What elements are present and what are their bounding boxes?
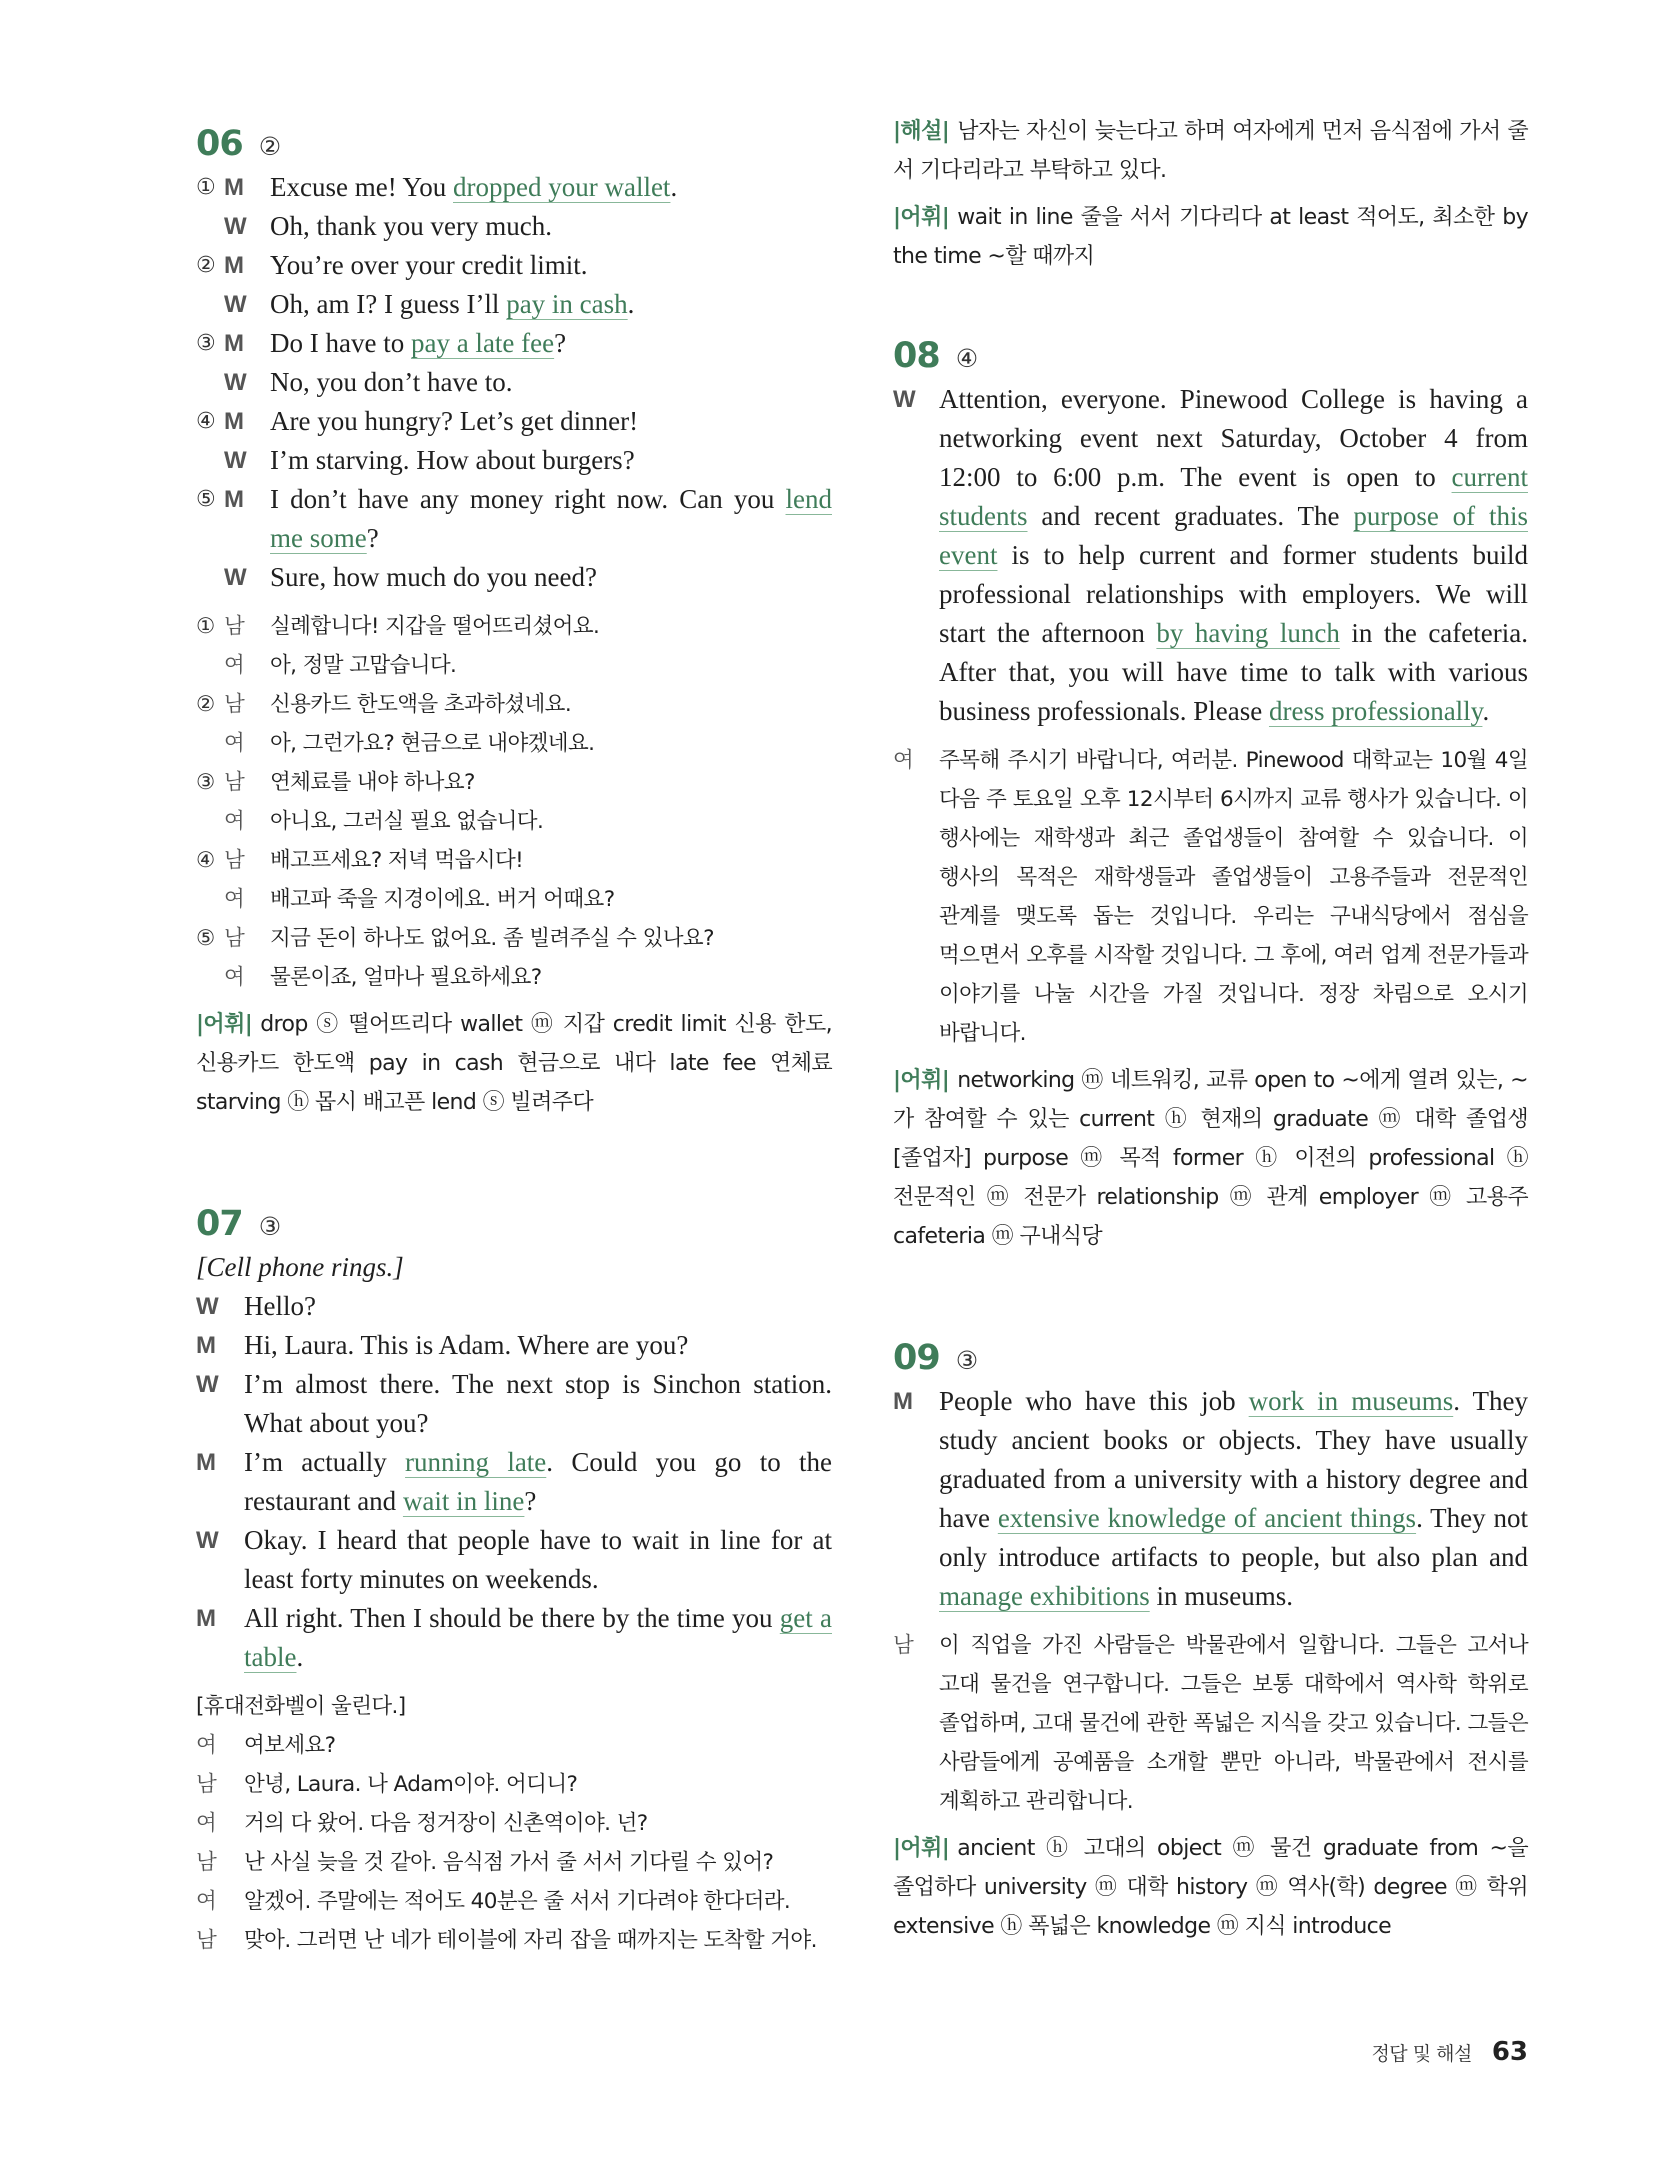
option-number bbox=[196, 880, 224, 919]
dialogue-line bbox=[196, 363, 832, 402]
monologue-korean bbox=[893, 741, 1528, 1053]
speaker: 여 bbox=[224, 653, 245, 678]
speaker: W bbox=[224, 213, 247, 240]
line-text: I don’t have any money right now. Can you bbox=[270, 484, 786, 514]
question-number: 09 bbox=[893, 1338, 940, 1378]
blank-answer: by having lunch bbox=[1156, 618, 1340, 648]
dialogue-line bbox=[196, 1287, 832, 1326]
line-text: 아, 정말 고맙습니다. bbox=[270, 653, 457, 678]
line-text-after: . Could you go to the restaurant and bbox=[244, 1447, 832, 1516]
monologue-english bbox=[893, 1382, 1528, 1616]
korean-line bbox=[196, 880, 832, 919]
line-text: 알겠어. 주말에는 적어도 40분은 줄 서서 기다려야 한다더라. bbox=[244, 1889, 791, 1914]
speaker: M bbox=[224, 174, 244, 201]
option-number: ⑤ bbox=[196, 926, 215, 951]
line-text: 지금 돈이 하나도 없어요. 좀 빌려주실 수 있나요? bbox=[270, 926, 714, 951]
monologue-korean bbox=[893, 1626, 1528, 1821]
monologue-text: 주목해 주시기 바랍니다, 여러분. Pinewood 대학교는 10월 4일 다음 주 토요일 오후 12시부터 6시까지 교류 행사가 있습니다. 이 행사에는 재학생과 최근 졸업생들이 참여할 수 있습니다. 이 행사의 목적은 재학생들과 졸업생들이 고용주들과 전문적인 관계를 맺도록 돕는 것입니다. 우리는 구내식당에서 점심을 먹으면서 오후를 시작할 것입니다. 그 후에, 여러 업계 전문가들과 이야기를 나눌 시간을 가질 것입니다. 정장 차림으로 오시기 바랍니다. bbox=[939, 748, 1528, 1046]
question-header-08 bbox=[893, 324, 1528, 374]
speaker: 남 bbox=[196, 1928, 217, 1953]
line-text: Do I have to bbox=[270, 328, 411, 358]
speaker: W bbox=[196, 1293, 219, 1320]
explanation-text: 남자는 자신이 늦는다고 하며 여자에게 먼저 음식점에 가서 줄 서 기다리라고 부탁하고 있다. bbox=[893, 119, 1528, 183]
option-number: ⑤ bbox=[196, 487, 216, 512]
segment-text: in the cafeteria. After that, you will have time to talk with various business professionals. Please bbox=[939, 618, 1528, 726]
vocab-text: wait in line 줄을 서서 기다리다 at least 적어도, 최소한 by the time ~할 때까지 bbox=[893, 205, 1528, 269]
option-number bbox=[196, 441, 224, 480]
vocab-block bbox=[196, 1005, 832, 1122]
korean-line bbox=[196, 919, 832, 958]
line-text: 연체료를 내야 하나요? bbox=[270, 770, 475, 795]
korean-line bbox=[196, 958, 832, 997]
speaker: M bbox=[224, 330, 244, 357]
left-column bbox=[196, 112, 832, 1960]
segment-text: is to help current and former students build professional relationships with employers. We will start the afternoon bbox=[939, 540, 1528, 648]
vocab-text: networking ⓜ 네트워킹, 교류 open to ~에게 열려 있는, ~가 참여할 수 있는 current ⓗ 현재의 graduate ⓜ 대학 졸업생[졸업자] purpose ⓜ 목적 former ⓗ 이전의 professional ⓗ 전문적인 ⓜ 전문가 relationship ⓜ 관계 employer ⓜ 고용주 cafeteria ⓜ 구내식당 bbox=[893, 1068, 1528, 1249]
speaker: 여 bbox=[224, 965, 245, 990]
blank-answer: pay in cash bbox=[506, 289, 628, 319]
speaker: M bbox=[196, 1449, 216, 1476]
line-text: 실례합니다! 지갑을 떨어뜨리셨어요. bbox=[270, 614, 600, 639]
speaker: 여 bbox=[196, 1889, 217, 1914]
option-number bbox=[196, 363, 224, 402]
dialogue-english bbox=[196, 168, 832, 597]
question-number: 06 bbox=[196, 124, 243, 164]
korean-line bbox=[196, 1765, 832, 1804]
speaker: W bbox=[224, 291, 247, 318]
stage-direction-korean: [휴대전화벨이 울린다.] bbox=[196, 1694, 406, 1719]
blank-answer: dropped your wallet bbox=[453, 172, 671, 202]
line-text: Sure, how much do you need? bbox=[270, 562, 597, 592]
korean-line bbox=[196, 1921, 832, 1960]
question-header-09 bbox=[893, 1326, 1528, 1376]
monologue-text bbox=[939, 380, 1528, 731]
line-text: 신용카드 한도액을 초과하셨네요. bbox=[270, 692, 572, 717]
line-text-after: ? bbox=[554, 328, 567, 358]
vocab-block bbox=[893, 1829, 1528, 1946]
answer-mark: ② bbox=[258, 132, 282, 161]
option-number bbox=[196, 207, 224, 246]
line-text: All right. Then I should be there by the time you bbox=[244, 1603, 780, 1633]
explanation-label: |해설| bbox=[893, 119, 950, 144]
blank-answer: wait in line bbox=[402, 1486, 525, 1516]
vocab-text: ancient ⓗ 고대의 object ⓜ 물건 graduate from ~을 졸업하다 university ⓜ 대학 history ⓜ 역사(학) degree ⓜ 학위 extensive ⓗ 폭넓은 knowledge ⓜ 지식 introduce bbox=[893, 1836, 1528, 1939]
right-column bbox=[893, 112, 1528, 1946]
speaker: M bbox=[196, 1605, 216, 1632]
line-text: 맞아. 그러면 난 네가 테이블에 자리 잡을 때까지는 도착할 거야. bbox=[244, 1928, 817, 1953]
segment-text: . They not only introduce artifacts to people, but also plan and bbox=[939, 1503, 1529, 1572]
dialogue-line bbox=[196, 246, 832, 285]
dialogue-english bbox=[196, 1287, 832, 1677]
dialogue-line bbox=[196, 324, 832, 363]
line-text: 아니요, 그러실 필요 없습니다. bbox=[270, 809, 544, 834]
line-text: 아, 그런가요? 현금으로 내야겠네요. bbox=[270, 731, 595, 756]
dialogue-line bbox=[196, 207, 832, 246]
speaker: 남 bbox=[224, 926, 245, 951]
blank-answer: running late bbox=[405, 1447, 547, 1477]
line-text-after: . bbox=[296, 1642, 304, 1672]
korean-line bbox=[196, 1882, 832, 1921]
option-number bbox=[196, 724, 224, 763]
question-number: 08 bbox=[893, 336, 940, 376]
dialogue-line bbox=[196, 480, 832, 558]
korean-line bbox=[196, 685, 832, 724]
blank-answer: current students bbox=[939, 462, 1528, 531]
korean-line bbox=[196, 607, 832, 646]
answer-mark: ③ bbox=[955, 1346, 979, 1375]
option-number: ③ bbox=[196, 331, 216, 356]
line-text: No, you don’t have to. bbox=[270, 367, 513, 397]
option-number bbox=[196, 558, 224, 597]
option-number: ④ bbox=[196, 409, 216, 434]
question-number: 07 bbox=[196, 1204, 243, 1244]
vocab-block bbox=[893, 1061, 1528, 1256]
dialogue-line bbox=[196, 1365, 832, 1443]
segment-text: . They study ancient books or objects. They have usually graduated from a university with a history degree and have bbox=[939, 1386, 1528, 1533]
blank-answer: manage exhibitions bbox=[939, 1581, 1150, 1611]
line-text: 여보세요? bbox=[244, 1733, 336, 1758]
korean-line bbox=[196, 1843, 832, 1882]
speaker: 남 bbox=[224, 692, 245, 717]
line-text: I’m actually bbox=[244, 1447, 406, 1477]
dialogue-line bbox=[196, 1521, 832, 1599]
blank-answer: work in museums bbox=[1248, 1386, 1454, 1416]
segment-text: in museums. bbox=[1149, 1581, 1293, 1611]
dialogue-line bbox=[196, 285, 832, 324]
korean-line bbox=[196, 802, 832, 841]
line-text: I’m starving. How about burgers? bbox=[270, 445, 635, 475]
blank-answer: pay a late fee bbox=[410, 328, 555, 358]
korean-line bbox=[196, 1726, 832, 1765]
line-text: 물론이죠, 얼마나 필요하세요? bbox=[270, 965, 542, 990]
line-text: 안녕, Laura. 나 Adam이야. 어디니? bbox=[244, 1772, 578, 1797]
dialogue-line bbox=[196, 402, 832, 441]
speaker: M bbox=[224, 486, 244, 513]
blank-answer: extensive knowledge of ancient things bbox=[997, 1503, 1417, 1533]
line-text: Hi, Laura. This is Adam. Where are you? bbox=[244, 1330, 689, 1360]
speaker: 남 bbox=[893, 1633, 914, 1658]
blank-answer: get a table bbox=[244, 1603, 832, 1672]
line-text: Hello? bbox=[244, 1291, 316, 1321]
stage-direction: [Cell phone rings.] bbox=[196, 1252, 404, 1282]
speaker: W bbox=[893, 386, 916, 413]
segment-text: and recent graduates. The bbox=[1027, 501, 1354, 531]
speaker: W bbox=[196, 1371, 219, 1398]
speaker: 남 bbox=[224, 614, 245, 639]
korean-line bbox=[196, 724, 832, 763]
speaker: 남 bbox=[224, 848, 245, 873]
page-footer bbox=[1371, 2037, 1528, 2067]
line-text-after: ? bbox=[524, 1486, 537, 1516]
speaker: M bbox=[196, 1332, 216, 1359]
speaker: 여 bbox=[224, 809, 245, 834]
option-number: ① bbox=[196, 175, 216, 200]
line-text: I’m almost there. The next stop is Sinchon station. What about you? bbox=[244, 1369, 832, 1438]
option-number bbox=[196, 958, 224, 997]
korean-line bbox=[196, 763, 832, 802]
speaker: W bbox=[224, 369, 247, 396]
dialogue-line bbox=[196, 1443, 832, 1521]
line-text: 배고프세요? 저녁 먹읍시다! bbox=[270, 848, 524, 873]
line-text: Okay. I heard that people have to wait in line for at least forty minutes on weekends. bbox=[244, 1525, 832, 1594]
dialogue-korean bbox=[196, 607, 832, 997]
speaker: W bbox=[196, 1527, 219, 1554]
dialogue-line bbox=[196, 441, 832, 480]
blank-answer: dress professionally bbox=[1268, 696, 1483, 726]
speaker: 여 bbox=[893, 748, 914, 773]
speaker: 여 bbox=[196, 1811, 217, 1836]
option-number: ② bbox=[196, 253, 216, 278]
monologue-text bbox=[939, 1382, 1528, 1616]
segment-text: People who have this job bbox=[939, 1386, 1249, 1416]
blank-answer: purpose of this event bbox=[939, 501, 1529, 570]
speaker: W bbox=[224, 447, 247, 474]
footer-label: 정답 및 해설 bbox=[1371, 2043, 1472, 2065]
korean-line bbox=[196, 1804, 832, 1843]
korean-line bbox=[196, 841, 832, 880]
line-text: Oh, am I? I guess I’ll bbox=[270, 289, 507, 319]
option-number bbox=[196, 802, 224, 841]
answer-mark: ④ bbox=[955, 344, 979, 373]
line-text-after: . bbox=[627, 289, 635, 319]
line-text: 난 사실 늦을 것 같아. 음식점 가서 줄 서서 기다릴 수 있어? bbox=[244, 1850, 774, 1875]
option-number: ① bbox=[196, 614, 215, 639]
line-text-after: ? bbox=[366, 523, 379, 553]
vocab-label: |어휘| bbox=[893, 1836, 950, 1861]
dialogue-line bbox=[196, 168, 832, 207]
dialogue-line bbox=[196, 558, 832, 597]
answer-mark: ③ bbox=[258, 1212, 282, 1241]
speaker: 남 bbox=[196, 1772, 217, 1797]
vocab-label: |어휘| bbox=[196, 1012, 253, 1037]
speaker: M bbox=[893, 1388, 913, 1415]
speaker: M bbox=[224, 408, 244, 435]
speaker: 남 bbox=[224, 770, 245, 795]
line-text: You’re over your credit limit. bbox=[270, 250, 588, 280]
segment-text: Attention, everyone. Pinewood College is having a networking event next Saturday, October 4 from 12:00 to 6:00 p.m. The event is open to bbox=[939, 384, 1528, 492]
line-text: 배고파 죽을 지경이에요. 버거 어때요? bbox=[270, 887, 615, 912]
speaker: 남 bbox=[196, 1850, 217, 1875]
line-text: Excuse me! You bbox=[270, 172, 453, 202]
page-number: 63 bbox=[1491, 2037, 1528, 2067]
segment-text: . bbox=[1482, 696, 1490, 726]
line-text: 거의 다 왔어. 다음 정거장이 신촌역이야. 넌? bbox=[244, 1811, 648, 1836]
vocab-label: |어휘| bbox=[893, 205, 950, 230]
option-number: ③ bbox=[196, 770, 215, 795]
line-text: Are you hungry? Let’s get dinner! bbox=[270, 406, 639, 436]
explanation-block bbox=[893, 112, 1528, 190]
dialogue-korean bbox=[196, 1726, 832, 1960]
line-text: Oh, thank you very much. bbox=[270, 211, 552, 241]
dialogue-line bbox=[196, 1326, 832, 1365]
speaker: 여 bbox=[224, 731, 245, 756]
speaker: M bbox=[224, 252, 244, 279]
korean-line bbox=[196, 646, 832, 685]
vocab-text: drop ⓢ 떨어뜨리다 wallet ⓜ 지갑 credit limit 신용 한도, 신용카드 한도액 pay in cash 현금으로 내다 late fee 연체료 starving ⓗ 몹시 배고픈 lend ⓢ 빌려주다 bbox=[196, 1012, 832, 1115]
line-text-after: . bbox=[670, 172, 678, 202]
blank-answer: lend me some bbox=[270, 484, 832, 553]
question-header-06 bbox=[196, 112, 832, 162]
option-number bbox=[196, 646, 224, 685]
monologue-text: 이 직업을 가진 사람들은 박물관에서 일합니다. 그들은 고서나 고대 물건을 연구합니다. 그들은 보통 대학에서 역사학 학위로 졸업하며, 고대 물건에 관한 폭넓은 지식을 갖고 있습니다. 그들은 사람들에게 공예품을 소개할 뿐만 아니라, 박물관에서 전시를 계획하고 관리합니다. bbox=[939, 1633, 1528, 1814]
option-number: ② bbox=[196, 692, 215, 717]
speaker: 여 bbox=[196, 1733, 217, 1758]
monologue-english bbox=[893, 380, 1528, 731]
vocab-label: |어휘| bbox=[893, 1068, 950, 1093]
option-number bbox=[196, 285, 224, 324]
question-header-07 bbox=[196, 1192, 832, 1242]
dialogue-line bbox=[196, 1599, 832, 1677]
option-number: ④ bbox=[196, 848, 215, 873]
speaker: W bbox=[224, 564, 247, 591]
vocab-block bbox=[893, 198, 1528, 276]
speaker: 여 bbox=[224, 887, 245, 912]
